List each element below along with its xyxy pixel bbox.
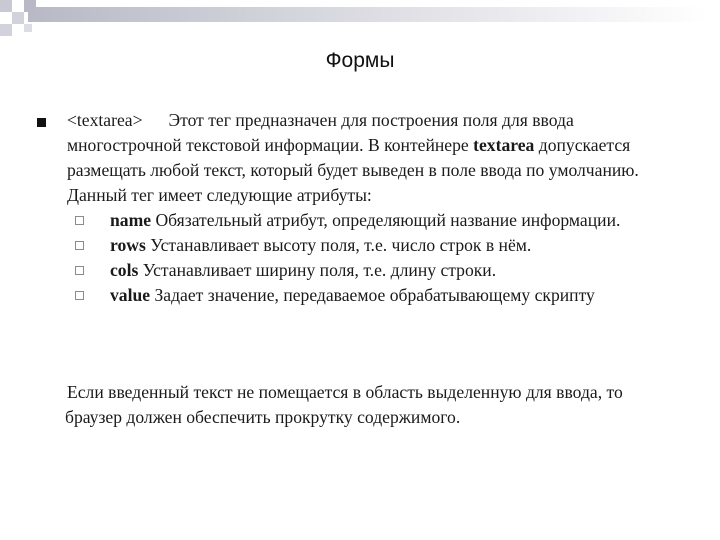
attribute-item-value	[67, 283, 677, 308]
attribute-item-cols	[67, 258, 677, 283]
attribute-description: Устанавливает ширину поля, т.е. длину строки.	[138, 260, 497, 280]
intro-keyword: textarea	[473, 135, 535, 155]
slide-title: Формы	[325, 49, 395, 72]
attribute-name: cols	[110, 260, 139, 280]
attribute-description: Обязательный атрибут, определяющий название информации.	[151, 210, 621, 230]
checkbox-bullet-icon	[75, 241, 84, 250]
checkbox-bullet-icon	[75, 291, 84, 300]
checkbox-bullet-icon	[75, 216, 84, 225]
square-bullet-icon	[37, 118, 46, 127]
attribute-name: rows	[110, 235, 146, 255]
attribute-item-name	[67, 208, 677, 233]
textarea-description	[67, 108, 677, 308]
decorative-corner-squares	[0, 0, 720, 40]
attribute-item-rows	[67, 233, 677, 258]
attribute-description: Устанавливает высоту поля, т.е. число строк в нём.	[145, 235, 532, 255]
scroll-note: Если введенный текст не помещается в область выделенную для ввода, то браузер должен обеспечить прокрутку содержимого.	[65, 382, 623, 427]
intro-text-part1: Этот тег предназначен для построения поля для ввода многострочной текстовой информации. В контейнере	[67, 110, 574, 155]
attribute-name: name	[110, 210, 152, 230]
checkbox-bullet-icon	[75, 266, 84, 275]
attribute-description: Задает значение, передаваемое обрабатывающему скрипту	[150, 285, 595, 305]
intro-text-part2: допускается размещать любой текст, который будет выведен в поле ввода по умолчанию. Данный тег имеет следующие атрибуты:	[67, 135, 639, 205]
attribute-name: value	[110, 285, 151, 305]
tag-name: <textarea>	[67, 110, 143, 130]
